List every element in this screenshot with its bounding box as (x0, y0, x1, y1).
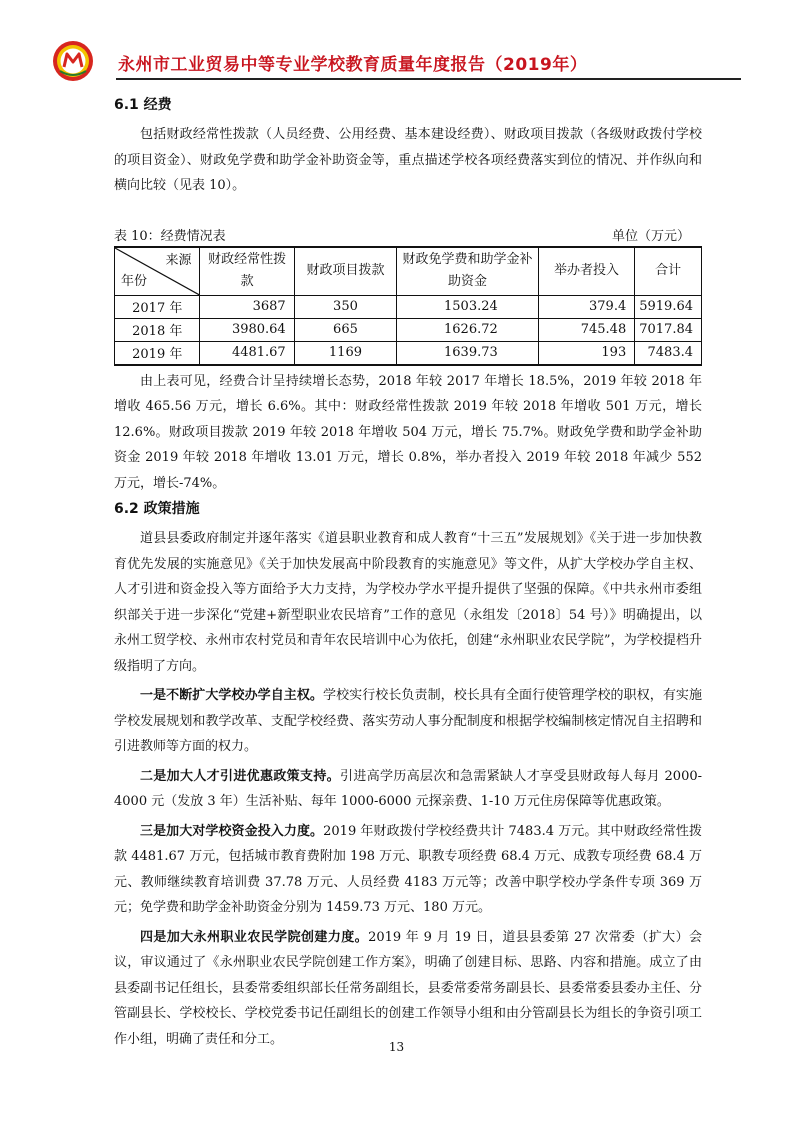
table-header-row (115, 247, 702, 296)
table-cell: 350 (294, 295, 397, 318)
table-cell: 745.48 (538, 318, 634, 341)
table-cell-year: 2018 年 (115, 318, 200, 341)
policy-item-text: 2019 年财政拨付学校经费共计 7483.4 万元。其中财政经常性拨款 4481.67 万元，包括城市教育费附加 198 万元、职教专项经费 68.4 万元、成教专项经费 68.4 万元、教师继续教育培训费 37.78 万元、人员经费 4183 万元等；改善中职学校办学条件专项 369 万元；免学费和助学金补助资金分别为 1459.73 万元、180 万元。 (114, 823, 702, 915)
table-unit: 单位（万元） (611, 228, 690, 244)
column-header: 合计 (635, 247, 702, 296)
policy-item-lead: 一是不断扩大学校办学自主权。 (140, 688, 323, 703)
column-header: 财政免学费和助学金补助资金 (397, 247, 539, 296)
table-cell: 665 (294, 318, 397, 341)
policy-item-lead: 三是加大对学校资金投入力度。 (140, 823, 324, 839)
table-cell: 7483.4 (635, 341, 702, 365)
table-cell-year: 2019 年 (115, 341, 200, 365)
table-cell: 379.4 (538, 295, 634, 318)
table-cell: 3687 (200, 295, 294, 318)
corner-source-label: 来源 (165, 252, 192, 268)
policy-item-4 (114, 925, 702, 1053)
section-heading-6-1: 6.1 经费 (114, 97, 172, 113)
policy-item-2 (114, 764, 702, 815)
table-cell: 1503.24 (397, 295, 539, 318)
table-row (115, 318, 702, 341)
table-cell: 1626.72 (397, 318, 539, 341)
header-divider (116, 78, 741, 80)
policy-item-lead: 二是加大人才引进优惠政策支持。 (140, 768, 341, 784)
table-cell: 5919.64 (635, 295, 702, 318)
page-number: 13 (388, 1040, 405, 1054)
table-row (115, 341, 702, 365)
table-caption-row (114, 225, 702, 244)
policy-item-text: 2019 年 9 月 19 日，道县县委第 27 次常委（扩大）会议，审议通过了《永州职业农民学院创建工作方案》，明确了创建目标、思路、内容和措施。成立了由县委副书记任组长，县委常委组织部长任常务副组长，县委常委常务副县长、县委常委县委办主任、分管副县长、学校校长、学校党委书记任副组长的创建工作领导小组和由分管副县长为组长的争资引项工作小组，明确了责任和分工。 (114, 929, 702, 1047)
table-cell: 1639.73 (397, 341, 539, 365)
corner-year-label: 年份 (121, 273, 148, 289)
table-cell: 1169 (294, 341, 397, 365)
table-row (115, 295, 702, 318)
header-title: 永州市工业贸易中等专业学校教育质量年度报告（2019年） (118, 55, 588, 75)
section-6-2-intro: 道县县委政府制定并逐年落实《道县职业教育和成人教育“十三五”发展规划》《关于进一步加快教育优先发展的实施意见》《关于加快发展高中阶段教育的实施意见》等文件，从扩大学校办学自主权、人才引进和资金投入等方面给予大力支持，为学校办学水平提升提供了坚强的保障。《中共永州市委组织部关于进一步深化“党建+新型职业农民培育”工作的意见（永组发〔2018〕54 号）》明确提出，以永州工贸学校、永州市农村党员和青年农民培训中心为依托，创建“永州职业农民学院”，为学校提档升级指明了方向。 (114, 531, 702, 674)
table-cell: 4481.67 (200, 341, 294, 365)
policy-item-lead: 四是加大永州职业农民学院创建力度。 (140, 929, 369, 945)
page-content (114, 94, 702, 1052)
section-6-1-intro: 包括财政经常性拨款（人员经费、公用经费、基本建设经费）、财政项目拨款（各级财政拨付学校的项目资金）、财政免学费和助学金补助资金等，重点描述学校各项经费落实到位的情况、并作纵向和横向比较（见表 10）。 (114, 127, 702, 193)
column-header: 财政项目拨款 (294, 247, 397, 296)
table-corner-cell (115, 247, 200, 296)
column-header: 举办者投入 (538, 247, 634, 296)
funding-table (114, 246, 702, 366)
policy-item-text: 引进高学历高层次和急需紧缺人才享受县财政每人每月 2000-4000 元（发放 3 年）生活补贴、每年 1000-6000 元探亲费、1-10 万元住房保障等优惠政策。 (114, 768, 702, 809)
column-header: 财政经常性拨款 (200, 247, 294, 296)
table-cell-year: 2017 年 (115, 295, 200, 318)
policy-item-text: 学校实行校长负责制，校长具有全面行使管理学校的职权，有实施学校发展规划和教学改革、支配学校经费、落实劳动人事分配制度和根据学校编制核定情况自主招聘和引进教师等方面的权力。 (114, 688, 702, 754)
school-logo-icon (52, 40, 94, 82)
policy-item-3 (114, 819, 702, 921)
table-cell: 7017.84 (635, 318, 702, 341)
table-analysis-paragraph: 由上表可见，经费合计呈持续增长态势，2018 年较 2017 年增长 18.5%，2019 年较 2018 年增收 465.56 万元，增长 6.6%。其中：财政经常性拨款 2019 年较 2018 年增收 501 万元，增长 12.6%。财政项目拨款 2019 年较 2018 年增收 504 万元，增长 75.7%。财政免学费和助学金补助资金 2019 年较 2018 年增收 13.01 万元，增长 0.8%，举办者投入 2019 年较 2018 年减少 552 万元，增长-74%。 (114, 373, 702, 491)
table-caption: 表 10：经费情况表 (114, 228, 226, 244)
policy-item-1 (114, 683, 702, 760)
table-cell: 3980.64 (200, 318, 294, 341)
table-cell: 193 (538, 341, 634, 365)
page-header (44, 40, 694, 82)
section-heading-6-2: 6.2 政策措施 (114, 501, 200, 517)
